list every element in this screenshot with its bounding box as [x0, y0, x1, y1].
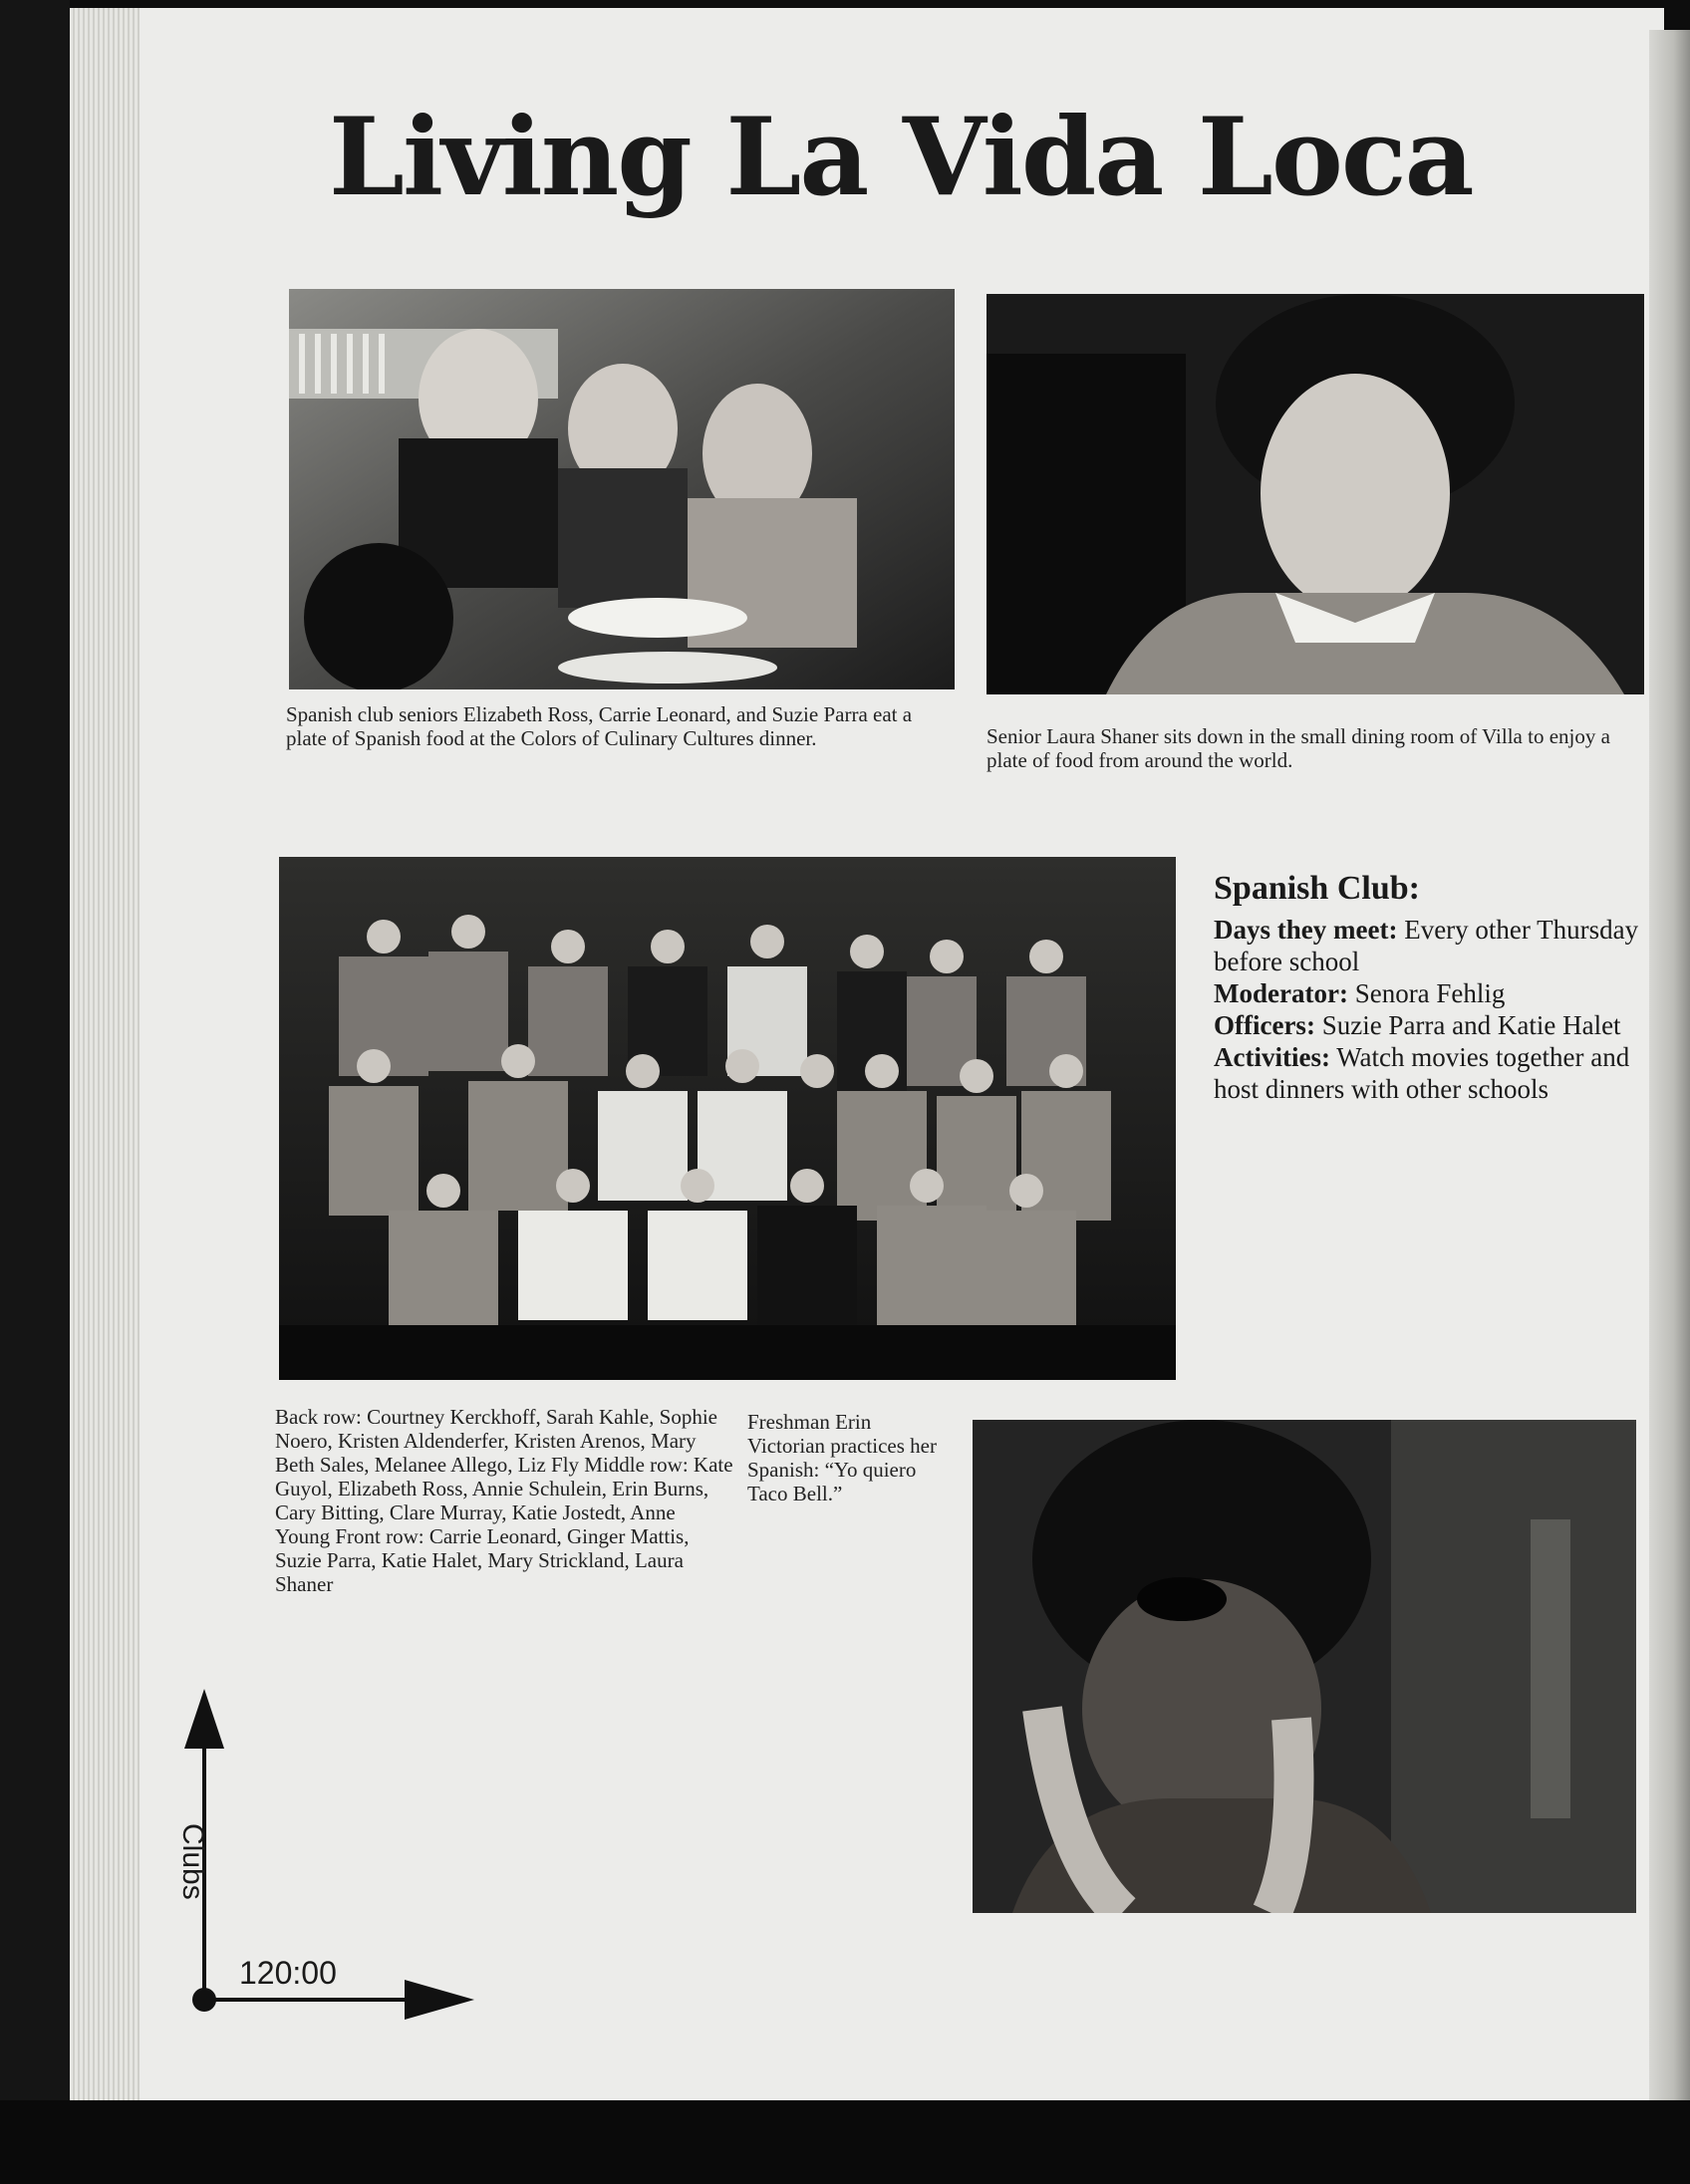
- bottom-band: [0, 2100, 1690, 2184]
- section-label-clubs: Clubs: [176, 1823, 209, 1900]
- club-officers: Officers: Suzie Parra and Katie Halet: [1214, 1010, 1621, 1040]
- page-number: 120:00: [239, 1955, 337, 1991]
- book-binding: [0, 0, 70, 2184]
- club-days: Days they meet: Every other Thursday before school: [1214, 915, 1639, 976]
- photo-dinner-table: [289, 289, 955, 689]
- caption-laura-shaner: Senior Laura Shaner sits down in the small dining room of Villa to enjoy a plate of food from around the world.: [986, 724, 1610, 772]
- club-heading: Spanish Club:: [1214, 870, 1420, 907]
- page-title: Living La Vida Loca: [329, 95, 1473, 220]
- club-moderator: Moderator: Senora Fehlig: [1214, 978, 1506, 1008]
- caption-group-names: Back row: Courtney Kerckhoff, Sarah Kahle, Sophie Noero, Kristen Aldenderfer, Kristen Arenos, Mary Beth Sales, Melanee Allego, Liz Fly Middle row: Kate Guyol, Elizabeth Ross, Annie Schulein, Erin Burns, Cary Bitting, Clare Murray, Katie Jostedt, Anne Young Front row: Carrie Leonard, Ginger Mattis, Suzie Parra, Katie Halet, Mary Strickland, Laura Shaner: [275, 1405, 733, 1596]
- photo-erin-victorian: [973, 1420, 1636, 1913]
- photo-laura-shaner: [986, 294, 1644, 694]
- page-right-edge: [1649, 30, 1690, 2102]
- caption-dinner-table: Spanish club seniors Elizabeth Ross, Carrie Leonard, and Suzie Parra eat a plate of Spanish food at the Colors of Culinary Cultures dinner.: [286, 702, 913, 750]
- spanish-club-info: [1214, 870, 1642, 1105]
- caption-freshman: Freshman Erin Victorian practices her Spanish: “Yo quiero Taco Bell.”: [747, 1410, 937, 1505]
- photo-group-spanish-club: [279, 857, 1176, 1380]
- club-activities: Activities: Watch movies together and host dinners with other schools: [1214, 1042, 1630, 1104]
